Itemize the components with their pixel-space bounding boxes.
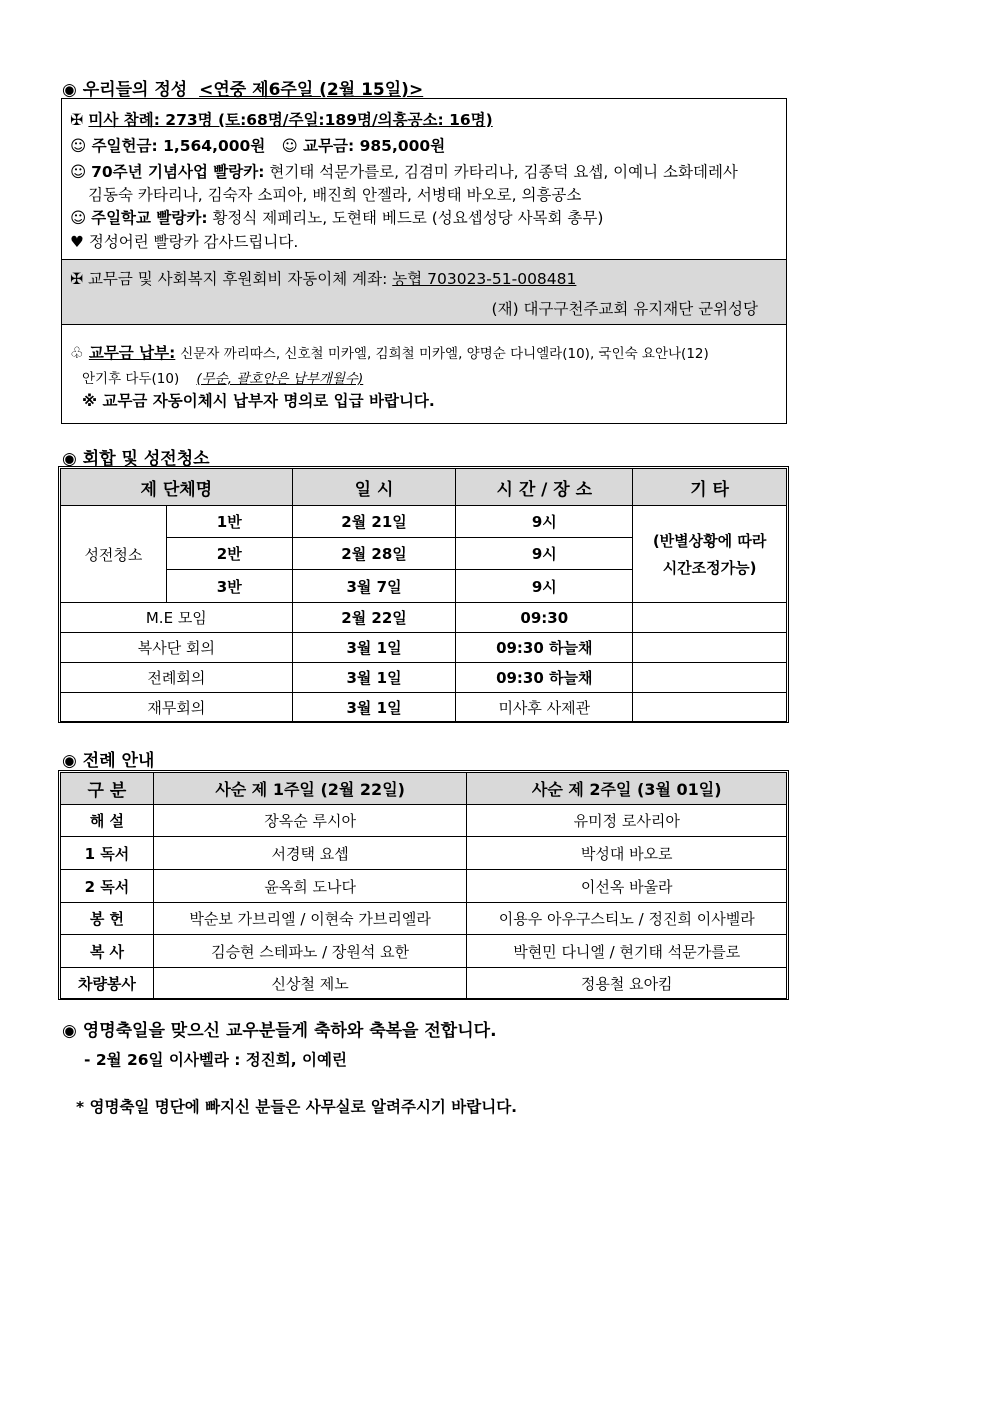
smile-icon: ☺ xyxy=(70,163,87,181)
liturgy-title-text: 전례 안내 xyxy=(82,751,155,771)
feast-note: * 영명축일 명단에 빠지신 분들은 사무실로 알려주시기 바랍니다. xyxy=(76,1098,518,1116)
role: 차량봉사 xyxy=(61,968,154,999)
header-role: 구 분 xyxy=(61,773,154,805)
cleaning-note-2: 시간조정가능) xyxy=(662,559,757,577)
offering-box xyxy=(61,98,787,424)
anniversary-label: 70주년 기념사업 빨랑카: xyxy=(91,163,265,181)
meeting-name: M.E 모임 xyxy=(61,603,293,633)
role: 복 사 xyxy=(61,935,154,968)
paid-line xyxy=(70,341,709,363)
meeting-time: 09:30 xyxy=(456,603,633,633)
week2-person: 유미정 로사리아 xyxy=(467,805,787,837)
meeting-time: 09:30 하늘채 xyxy=(456,633,633,663)
cleaning-time: 9시 xyxy=(456,506,633,538)
meeting-name: 재무회의 xyxy=(61,693,293,722)
school-line xyxy=(70,206,603,228)
feast-title xyxy=(62,1016,497,1041)
account-owner: (재) 대구구천주교회 유지재단 군위성당 xyxy=(491,300,758,318)
week1-person: 김승현 스테파노 / 장원석 요한 xyxy=(153,935,467,968)
header-week2: 사순 제 2주일 (3월 01일) xyxy=(467,773,787,805)
paid-line-2 xyxy=(82,367,363,387)
meeting-etc xyxy=(633,633,787,663)
collection-text: 주일헌금: 1,564,000원 xyxy=(91,137,266,155)
cleaning-group: 1반 xyxy=(166,506,292,538)
table-row xyxy=(61,903,787,935)
offering-summary xyxy=(62,99,786,259)
smile-icon: ☺ xyxy=(70,137,87,155)
anniversary-names: 현기태 석문가를로, 김겸미 카타리나, 김종덕 요셉, 이예니 소화데레사 xyxy=(269,163,738,181)
meeting-date: 3월 1일 xyxy=(292,633,456,663)
week2-person: 이선옥 바울라 xyxy=(467,870,787,903)
table-row xyxy=(61,870,787,903)
paid-names: 신문자 까리따스, 신호철 미카엘, 김희철 미카엘, 양명순 다니엘라(10), 국인숙 요안나(12) xyxy=(180,346,709,362)
account-label: 교무금 및 사회복지 후원회비 자동이체 계좌: xyxy=(87,270,388,288)
week2-person: 정용철 요아킴 xyxy=(467,968,787,999)
cleaning-date: 2월 28일 xyxy=(292,538,456,570)
week1-person: 서경택 요셉 xyxy=(153,837,467,870)
table-row xyxy=(61,805,787,837)
attendance-text: 미사 참례: 273명 (토:68명/주일:189명/의흥공소: 16명) xyxy=(88,111,493,129)
school-names: 황정식 제페리노, 도현태 베드로 (성요셉성당 사목회 총무) xyxy=(212,209,604,227)
feast-item: - 2월 26일 이사벨라 : 정진희, 이예린 xyxy=(84,1051,347,1069)
meeting-etc xyxy=(633,663,787,693)
table-row xyxy=(61,603,787,633)
cross-icon: ✠ xyxy=(70,270,83,288)
cleaning-label: 성전청소 xyxy=(61,506,167,603)
cleaning-time: 9시 xyxy=(456,570,633,603)
attendance-line xyxy=(70,108,493,130)
role: 해 설 xyxy=(61,805,154,837)
title-bullet: ◉ xyxy=(62,80,77,100)
week2-person: 박성대 바오로 xyxy=(467,837,787,870)
week2-person: 이용우 아우구스티노 / 정진희 이사벨라 xyxy=(467,903,787,935)
paid-label: 교무금 납부: xyxy=(88,344,176,362)
meeting-date: 3월 1일 xyxy=(292,693,456,722)
thanks-text: 정성어린 빨랑카 감사드립니다. xyxy=(88,233,299,251)
cleaning-note-1: (반별상황에 따라 xyxy=(652,532,767,550)
table-row xyxy=(61,968,787,999)
table-header-row xyxy=(61,469,787,506)
account-number: 농협 703023-51-008481 xyxy=(392,270,577,288)
collection-line xyxy=(70,134,445,156)
anniversary-line xyxy=(70,160,738,182)
table-row xyxy=(61,837,787,870)
week1-person: 박순보 가브리엘 / 이현숙 가브리엘라 xyxy=(153,903,467,935)
meeting-name: 전례회의 xyxy=(61,663,293,693)
title-bullet: ◉ xyxy=(62,751,77,771)
meeting-time: 09:30 하늘채 xyxy=(456,663,633,693)
meetings-title-text: 회합 및 성전청소 xyxy=(82,449,210,469)
cleaning-time: 9시 xyxy=(456,538,633,570)
liturgy-table xyxy=(60,772,787,999)
table-row xyxy=(61,935,787,968)
cleaning-group: 3반 xyxy=(166,570,292,603)
paid-names-2: 안기후 다두(10) xyxy=(82,371,180,387)
table-row xyxy=(61,693,787,722)
meeting-date: 3월 1일 xyxy=(292,663,456,693)
week1-person: 신상철 제노 xyxy=(153,968,467,999)
cleaning-date: 2월 21일 xyxy=(292,506,456,538)
paid-list xyxy=(62,325,786,423)
account-panel xyxy=(62,259,786,325)
week1-person: 윤옥희 도나다 xyxy=(153,870,467,903)
week1-person: 장옥순 루시아 xyxy=(153,805,467,837)
cleaning-group: 2반 xyxy=(166,538,292,570)
club-icon: ♧ xyxy=(70,344,84,362)
table-header-row xyxy=(61,773,787,805)
meetings-table xyxy=(60,468,787,722)
smile-icon: ☺ xyxy=(70,209,87,227)
meeting-name: 복사단 회의 xyxy=(61,633,293,663)
cross-icon: ✠ xyxy=(70,111,83,129)
role: 봉 헌 xyxy=(61,903,154,935)
table-row xyxy=(61,506,787,538)
liturgy-table-frame xyxy=(58,770,789,1000)
role: 1 독서 xyxy=(61,837,154,870)
account-line xyxy=(70,267,576,289)
cleaning-date: 3월 7일 xyxy=(292,570,456,603)
header-time: 시 간 / 장 소 xyxy=(456,469,633,506)
header-date: 일 시 xyxy=(292,469,456,506)
liturgy-title xyxy=(62,746,154,771)
meeting-etc xyxy=(633,603,787,633)
header-group: 제 단체명 xyxy=(61,469,293,506)
header-week1: 사순 제 1주일 (2월 22일) xyxy=(153,773,467,805)
paid-note: (무순, 괄호안은 납부개월수) xyxy=(196,371,364,387)
meeting-etc xyxy=(633,693,787,722)
title-bullet: ◉ xyxy=(62,1021,77,1041)
meetings-table-frame xyxy=(58,466,789,723)
parish-fee-text: 교무금: 985,000원 xyxy=(303,137,446,155)
school-label: 주일학교 빨랑카: xyxy=(91,209,208,227)
meeting-time: 미사후 사제관 xyxy=(456,693,633,722)
offering-title xyxy=(62,75,423,100)
heart-icon: ♥ xyxy=(70,233,84,251)
week2-person: 박현민 다니엘 / 현기태 석문가를로 xyxy=(467,935,787,968)
cleaning-note xyxy=(633,506,787,603)
header-etc: 기 타 xyxy=(633,469,787,506)
role: 2 독서 xyxy=(61,870,154,903)
title-bullet: ◉ xyxy=(62,449,77,469)
table-row xyxy=(61,633,787,663)
offering-title-text: 우리들의 정성 xyxy=(82,80,188,100)
meeting-date: 2월 22일 xyxy=(292,603,456,633)
feast-title-text: 영명축일을 맞으신 교우분들게 축하와 축복을 전합니다. xyxy=(82,1021,497,1041)
thanks-line xyxy=(70,230,298,252)
table-row xyxy=(61,663,787,693)
offering-title-sub: <연중 제6주일 (2월 15일)> xyxy=(199,80,424,100)
anniversary-names-2: 김동숙 카타리나, 김숙자 소피아, 배진희 안젤라, 서병태 바오로, 의흥공소 xyxy=(88,186,582,204)
paid-notice: ※ 교무금 자동이체시 납부자 명의로 입급 바랍니다. xyxy=(82,392,435,410)
smile-icon: ☺ xyxy=(281,137,298,155)
